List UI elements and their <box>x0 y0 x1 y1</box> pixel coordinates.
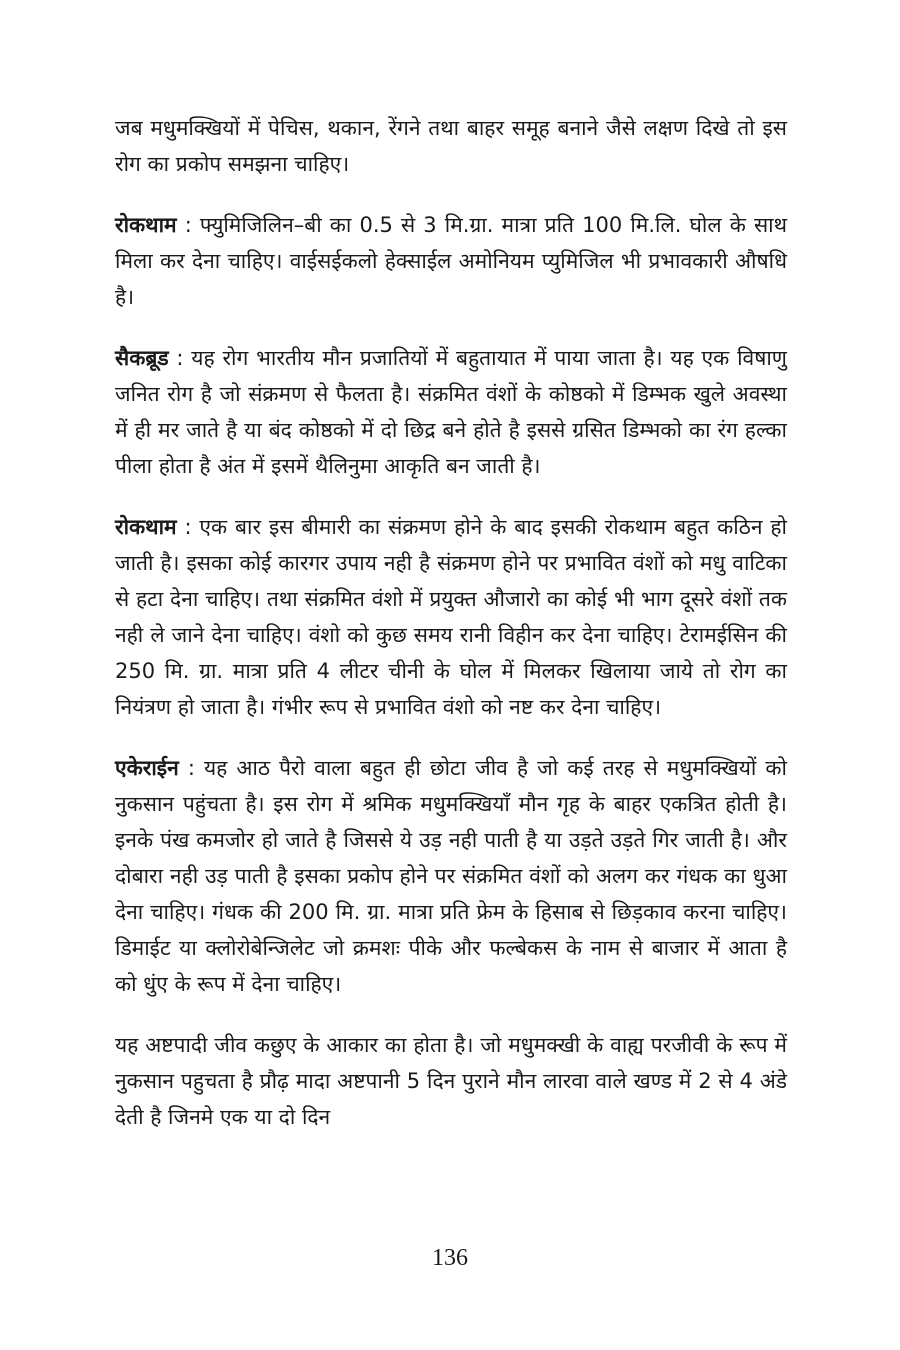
paragraph-prevention-1 <box>115 207 787 315</box>
paragraph-sacbrood <box>115 340 787 484</box>
paragraph-dysentery-symptoms <box>115 110 787 182</box>
paragraph-mite-description <box>115 1027 787 1135</box>
page-number: 136 <box>432 1245 468 1271</box>
paragraph-term: सैकब्रूड <box>115 346 169 370</box>
paragraph-text: जब मधुमक्खियों में पेचिस, थकान, रेंगने तथा बाहर समूह बनाने जैसे लक्षण दिखे तो इस रोग का प्रकोप समझना चाहिए। <box>115 116 787 176</box>
paragraph-text: यह अष्टपादी जीव कछुए के आकार का होता है। जो मधुमक्खी के वाह्य परजीवी के रूप में नुकसान पहुचता है प्रौढ़ मादा अष्टपानी 5 दिन पुराने मौन लारवा वाले खण्ड में 2 से 4 अंडे देती है जिनमे एक या दो दिन <box>115 1033 787 1129</box>
page-body <box>115 110 787 1160</box>
paragraph-text: : यह रोग भारतीय मौन प्रजातियों में बहुतायात में पाया जाता है। यह एक विषाणु जनित रोग है जो संक्रमण से फैलता है। संक्रमित वंशों के कोष्ठको में डिम्भक खुले अवस्था में ही मर जाते है या बंद कोष्ठको में दो छिद्र बने होते है इससे ग्रसित डिम्भको का रंग हल्का पीला होता है अंत में इसमें थैलिनुमा आकृति बन जाती है। <box>115 346 787 478</box>
paragraph-term: एकेराईन <box>115 756 179 780</box>
paragraph-text: : यह आठ पैरो वाला बहुत ही छोटा जीव है जो कई तरह से मधुमक्खियों को नुकसान पहुंचता है। इस रोग में श्रमिक मधुमक्खियाँ मौन गृह के बाहर एकत्रित होती है। इनके पंख कमजोर हो जाते है जिससे ये उड़ नही पाती है या उड़ते उड़ते गिर जाती है। और दोबारा नही उड़ पाती है इसका प्रकोप होने पर संक्रमित वंशों को अलग कर गंधक का धुआ देना चाहिए। गंधक की 200 मि. ग्रा. मात्रा प्रति फ्रेम के हिसाब से छिड़काव करना चाहिए। डिमाईट या क्लोरोबेन्जिलेट जो क्रमशः पीके और फल्बेकस के नाम से बाजार में आता है को धुंए के रूप में देना चाहिए। <box>115 756 787 996</box>
paragraph-text: : फ्युमिजिलिन–बी का 0.5 से 3 मि.ग्रा. मात्रा प्रति 100 मि.लि. घोल के साथ मिला कर देना चाहिए। वाईसईकलो हेक्साईल अमोनियम प्युमिजिल भी प्रभावकारी औषधि है। <box>115 213 787 309</box>
paragraph-acarine <box>115 750 787 1002</box>
paragraph-text: : एक बार इस बीमारी का संक्रमण होने के बाद इसकी रोकथाम बहुत कठिन हो जाती है। इसका कोई कारगर उपाय नही है संक्रमण होने पर प्रभावित वंशों को मधु वाटिका से हटा देना चाहिए। तथा संक्रमित वंशो में प्रयुक्त औजारो का कोई भी भाग दूसरे वंशों तक नही ले जाने देना चाहिए। वंशो को कुछ समय रानी विहीन कर देना चाहिए। टेरामईसिन की 250 मि. ग्रा. मात्रा प्रति 4 लीटर चीनी के घोल में मिलकर खिलाया जाये तो रोग का नियंत्रण हो जाता है। गंभीर रूप से प्रभावित वंशो को नष्ट कर देना चाहिए। <box>115 515 787 719</box>
paragraph-prevention-2 <box>115 509 787 725</box>
paragraph-term: रोकथाम <box>115 515 177 539</box>
paragraph-term: रोकथाम <box>115 213 177 237</box>
